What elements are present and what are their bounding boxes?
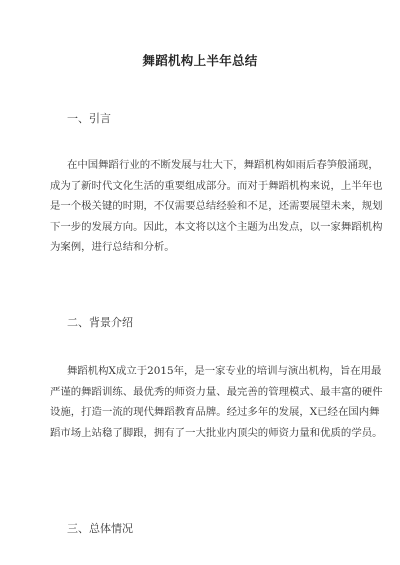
- section-heading-overview: 三、总体情况: [67, 522, 133, 535]
- paragraph-line: 设施，打造一流的现代舞蹈教育品牌。经过多年的发展，X已经在国内舞: [50, 406, 380, 418]
- paragraph-line: 成为了新时代文化生活的重要组成部分。而对于舞蹈机构来说，上半年也: [50, 179, 383, 192]
- paragraph-line: 下一步的发展方向。因此，本文将以这个主题为出发点，以一家舞蹈机构: [50, 220, 383, 233]
- paragraph-line: 为案例，进行总结和分析。: [50, 241, 175, 253]
- section-heading-background: 二、背景介绍: [67, 316, 133, 329]
- paragraph-line: 在中国舞蹈行业的不断发展与壮大下，舞蹈机构如雨后春笋般涌现，: [67, 159, 379, 171]
- section-paragraph-background: [50, 361, 383, 443]
- section-heading-introduction: 一、引言: [67, 112, 111, 125]
- paragraph-line: 舞蹈机构X成立于2015年，是一家专业的培训与演出机构，旨在用最: [67, 365, 382, 377]
- paragraph-line: 蹈市场上站稳了脚跟，拥有了一大批业内顶尖的师资力量和优质的学员。: [50, 426, 383, 439]
- paragraph-line: 严谨的舞蹈训练、最优秀的师资力量、最完善的管理模式、最丰富的硬件: [50, 385, 383, 398]
- section-paragraph-introduction: [50, 155, 383, 258]
- paragraph-line: 是一个极关键的时期，不仅需要总结经验和不足，还需要展望未来，规划: [50, 200, 383, 212]
- document-title: 舞蹈机构上半年总结: [142, 53, 258, 68]
